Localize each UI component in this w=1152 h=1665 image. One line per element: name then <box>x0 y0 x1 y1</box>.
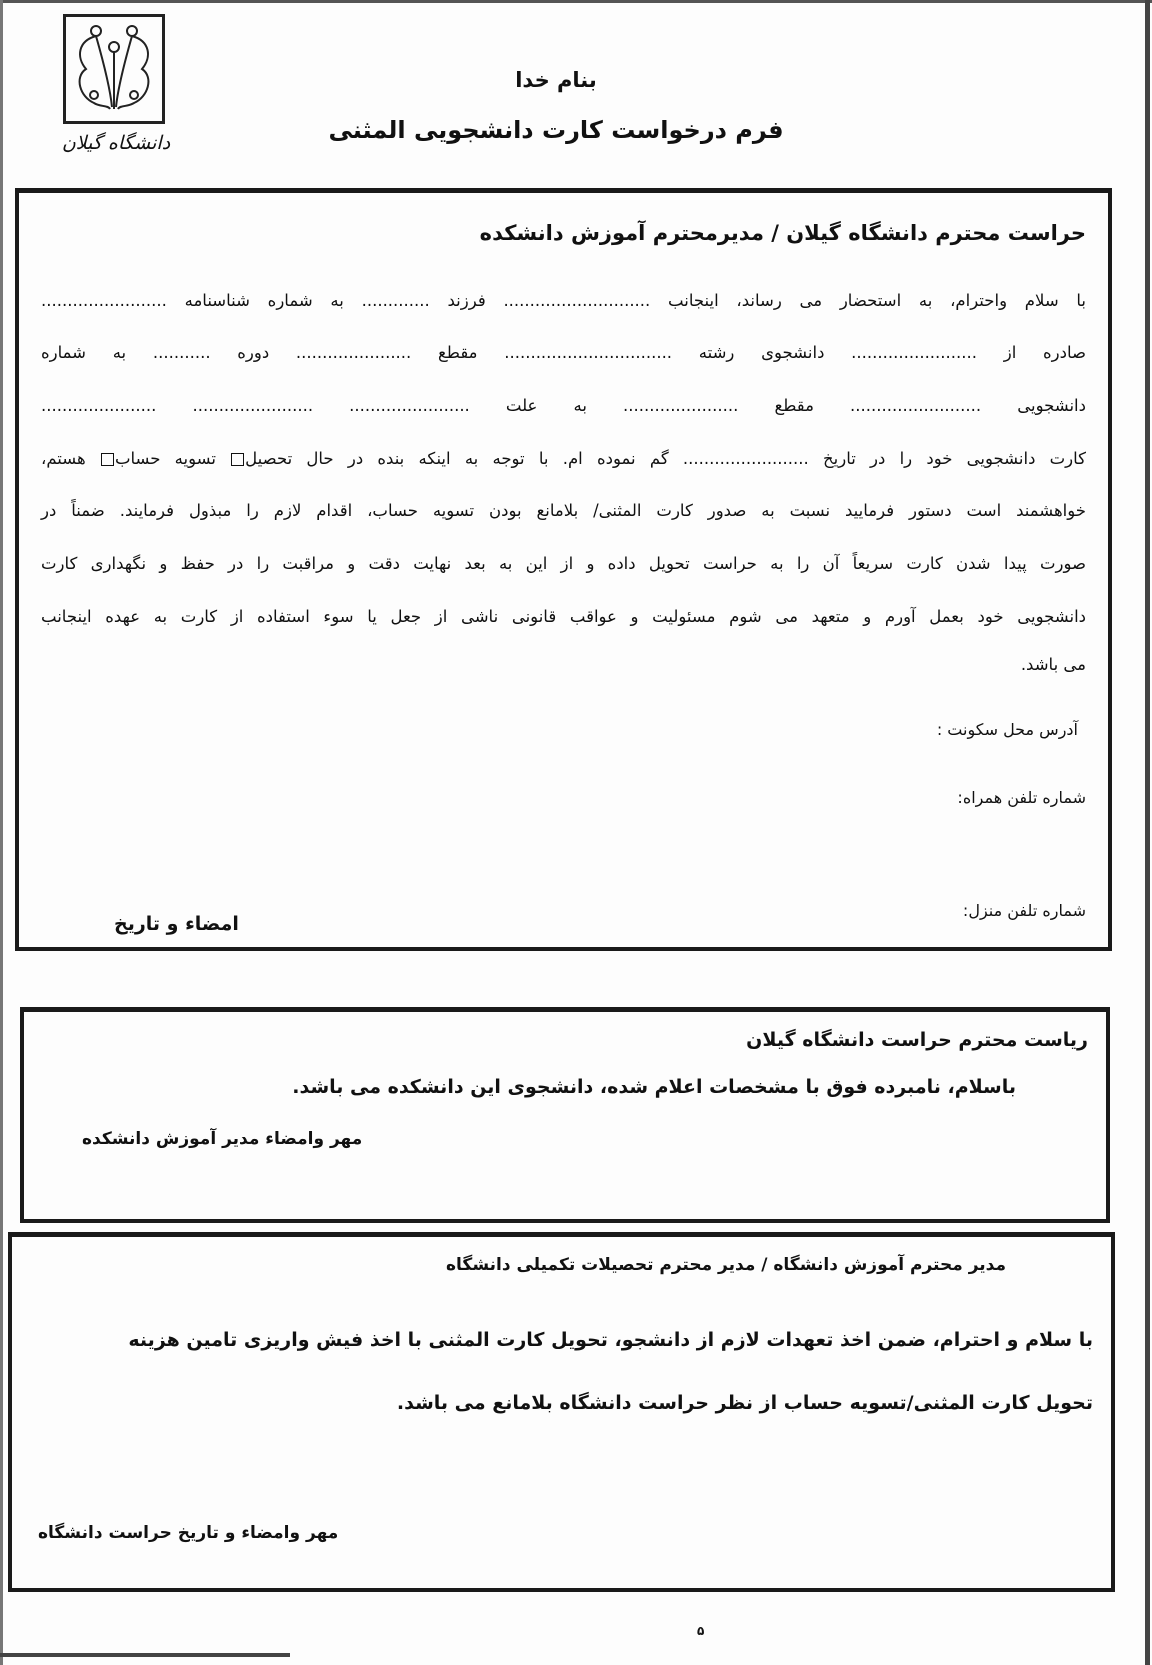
checkbox-line-text: کارت دانشجویی خود را در تاریخ ........................ گم نموده ام. با توجه به اینکه بنده در حال تحصیل <box>245 449 1087 468</box>
section2-body: باسلام، نامبرده فوق با مشخصات اعلام شده، دانشجوی این دانشکده می باشد. <box>292 1076 1016 1098</box>
form-line-7: می باشد. <box>1020 655 1086 674</box>
scan-edge-bottom <box>0 1653 290 1657</box>
form-line-5: صورت پیدا شدن کارت سریعاً آن را به حراست تحویل داده و از این به بعد نهایت دقت و مراقبت را در حفظ و نگهداری کارت <box>41 554 1086 573</box>
faculty-signature-label[interactable]: مهر وامضاء مدیر آموزش دانشکده <box>82 1129 363 1149</box>
logo-caption: دانشگاه گیلان <box>61 132 171 154</box>
form-title: فرم درخواست کارت دانشجویی المثنی <box>328 116 784 144</box>
section3-body-line1: با سلام و احترام، ضمن اخذ تعهدات لازم از دانشجو، تحویل کارت المثنی با اخذ فیش واریزی تامین هزینه <box>128 1329 1093 1351</box>
signature-date-label[interactable]: امضاء و تاریخ <box>114 913 239 935</box>
scan-edge-left <box>0 0 3 1665</box>
form-line-4: خواهشمند است دستور فرمایید نسبت به صدور کارت المثنی/ بلامانع بودن تسویه حساب، اقدام لازم را مبذول فرمایند. ضمناً در <box>41 501 1086 520</box>
section1-heading: حراست محترم دانشگاه گیلان / مدیرمحترم آموزش دانشکده <box>479 221 1086 245</box>
checkbox-settlement-label: تسویه حساب <box>114 449 216 468</box>
form-line-checkboxes <box>41 449 1086 468</box>
checkbox-studying[interactable] <box>231 453 244 466</box>
mobile-phone-label[interactable]: شماره تلفن همراه: <box>957 788 1086 807</box>
section2-heading: ریاست محترم حراست دانشگاه گیلان <box>746 1029 1088 1051</box>
address-label[interactable]: آدرس محل سکونت : <box>936 720 1078 739</box>
basmala: بنام خدا <box>515 68 597 92</box>
section3-body-line2: تحویل کارت المثنی/تسویه حساب از نظر حراست دانشگاه بلامانع می باشد. <box>396 1392 1093 1414</box>
university-logo <box>60 12 172 182</box>
section3-heading: مدیر محترم آموزش دانشگاه / مدیر محترم تحصیلات تکمیلی دانشگاه <box>446 1255 1006 1275</box>
security-approval-section <box>8 1232 1115 1592</box>
scan-edge-right <box>1145 0 1150 1665</box>
security-signature-label[interactable]: مهر وامضاء و تاریخ حراست دانشگاه <box>38 1523 339 1543</box>
page-mark: ۵ <box>697 1624 705 1638</box>
checkbox-settlement[interactable] <box>101 453 114 466</box>
form-line-3[interactable]: دانشجویی ......................... مقطع ...................... به علت ....................... ....................... ...................... <box>41 396 1086 415</box>
faculty-confirmation-section <box>20 1007 1110 1223</box>
form-line-2[interactable]: صادره از ........................ دانشجوی رشته ................................ مقطع ...................... دوره ........... به شماره <box>41 343 1086 362</box>
form-line-1[interactable]: با سلام واحترام، به استحضار می رساند، اینجانب ............................ فرزند ............. به شماره شناسنامه ........................ <box>41 291 1086 310</box>
form-line-6: دانشجویی خود بعمل آورم و متعهد می شوم مسئولیت و عواقب قانونی ناشی از جعل یا سوء استفاده از کارت به عهده اینجانب <box>41 607 1086 626</box>
checkbox-line-end: هستم، <box>41 449 86 468</box>
scan-edge-top <box>0 0 1152 3</box>
student-request-section <box>15 188 1112 951</box>
home-phone-label[interactable]: شماره تلفن منزل: <box>962 901 1086 920</box>
